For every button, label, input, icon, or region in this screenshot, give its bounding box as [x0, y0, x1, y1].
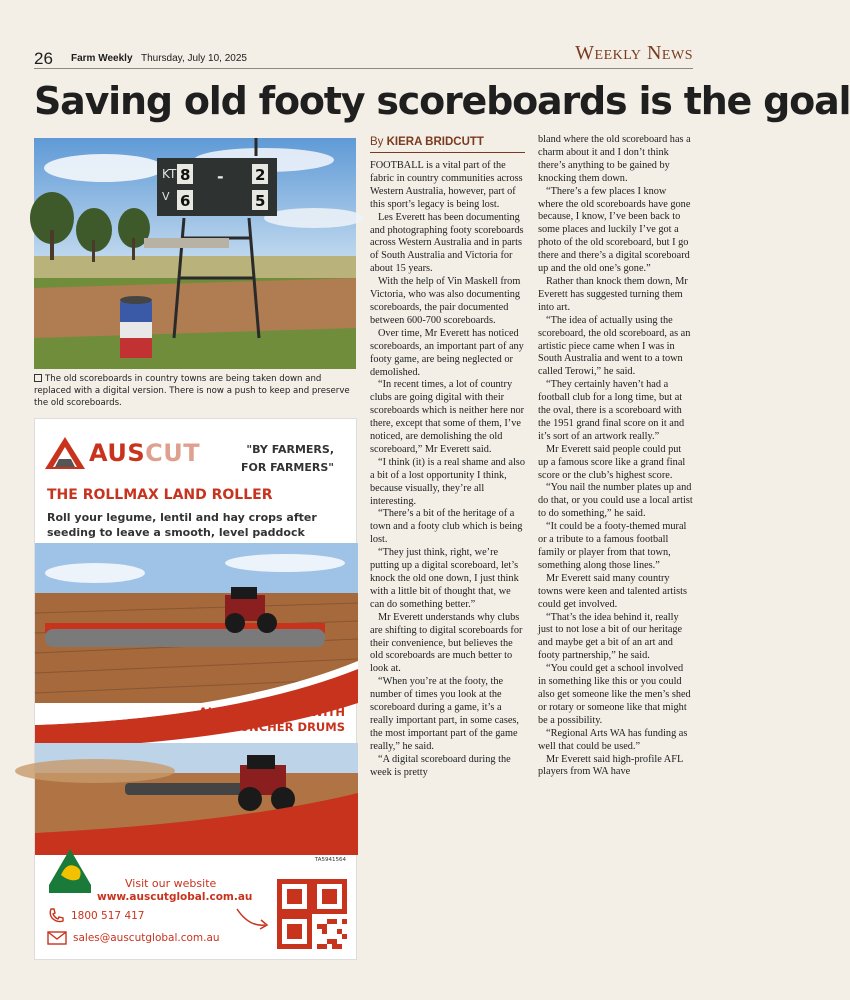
article-paragraph: “That’s the idea behind it, really just to not lose a bit of our heritage and maybe get a bit of an art and footy partnership,” he said.	[538, 611, 683, 662]
header-rule	[34, 68, 693, 69]
ad-also-available	[35, 705, 345, 735]
article-paragraph: “I think (it) is a real shame and also a bit of a lost opportunity I think, because visually, they’re all interesting.	[370, 456, 525, 507]
article-paragraph: “The idea of actually using the scoreboard, the old scoreboard, as an artistic piece came when I was in South Australia and went to a town called Terowi,” he said.	[538, 314, 691, 378]
auscut-advertisement[interactable]	[34, 418, 357, 960]
publication-date: Thursday, July 10, 2025	[141, 53, 247, 64]
article-paragraph: “It could be a footy-themed mural or a tribute to a famous football family or player from that town, something along those lines.”	[538, 521, 687, 571]
ad-email-address: sales@auscutglobal.com.au	[73, 932, 220, 944]
ad-phone-number: 1800 517 417	[71, 910, 145, 922]
ad-email[interactable]	[47, 931, 220, 945]
byline-rule	[370, 152, 525, 153]
article-paragraph: Mr Everett said high-profile AFL players from WA have	[538, 753, 683, 778]
arrow-icon	[235, 905, 271, 933]
article-paragraph: “You could get a school involved in something like this or you could also get someone like the men’s shed or rotary or someone like that might be a possibility.	[538, 663, 691, 726]
brand-aus: AUS	[89, 439, 146, 467]
article-paragraph: “A digital scoreboard during the week is pretty	[370, 753, 511, 778]
ad-phone[interactable]	[47, 907, 144, 925]
headline: Saving old footy scoreboards is the goal	[34, 79, 850, 123]
article-column-2	[538, 134, 693, 962]
also-line-1: ALSO AVAILABLE WITH	[198, 705, 345, 719]
ad-subtitle: Roll your legume, lentil and hay crops after seeding to leave a smooth, level paddock	[47, 511, 317, 539]
slogan-line-2: FOR FARMERS"	[241, 461, 334, 474]
article-paragraph: “Regional Arts WA has funding as well that could be used.”	[538, 727, 688, 752]
score-top-right: 2	[255, 166, 266, 184]
article-paragraph: “When you’re at the footy, the number of times you look at the scoreboard during a game, it’s a really important part, in some cases, the most important part of the game really,” he said.	[370, 676, 519, 752]
article-paragraph: Mr Everett understands why clubs are shifting to digital scoreboards for their convenience, but believes the old scoreboards are much better to look at.	[370, 611, 523, 675]
article-paragraph: Les Everett has been documenting and photographing footy scoreboards across Western Australia and in parts of South Australia and Victoria for about 15 years.	[370, 211, 524, 275]
score-dash: -	[217, 167, 224, 186]
article-paragraph: “In recent times, a lot of country clubs are going digital with their scoreboards which is neither here nor there, except that some of them, I’ve noticed, are demolishing the old scoreboard,” Mr Everett said.	[370, 379, 525, 455]
caption-square-icon	[34, 374, 42, 382]
article-paragraph: With the help of Vin Maskell from Victoria, who was also documenting scoreboards, the pair documented between 600-700 scoreboards.	[370, 276, 521, 326]
auscut-logo	[45, 437, 200, 469]
byline-author: KIERA BRIDCUTT	[386, 136, 484, 148]
also-line-2: RESIDUE CRUNCHER DRUMS	[162, 720, 345, 734]
article-paragraph: “There’s a bit of the heritage of a town and a footy club which is being lost.	[370, 508, 523, 546]
byline-prefix: By	[370, 136, 384, 148]
ad-title: THE ROLLMAX LAND ROLLER	[47, 487, 273, 503]
caption-text: The old scoreboards in country towns are being taken down and replaced with a digital version. There is now a push to keep and preserve the old scoreboards.	[34, 374, 350, 408]
qr-code-icon	[277, 879, 347, 949]
publication-name: Farm Weekly	[71, 53, 133, 64]
email-icon	[47, 931, 67, 945]
photo-caption	[34, 373, 356, 409]
score-top-left: 8	[180, 166, 191, 184]
slogan-line-1: "BY FARMERS,	[246, 443, 334, 456]
score-bottom-right: 5	[255, 192, 266, 210]
byline	[370, 136, 484, 148]
article-paragraph: “They certainly haven’t had a football club for a long time, but at the oval, there is a scoreboard with the 1951 grand final score on it and it’s sort of an artwork really.”	[538, 379, 685, 442]
article-paragraph: “They just think, right, we’re putting up a digital scoreboard, let’s knock the old one down, I just think with a little bit of thought that, we can do something better.”	[370, 547, 519, 610]
ad-slogan	[241, 441, 334, 477]
article-paragraph: Rather than knock them down, Mr Everett has suggested turning them into art.	[538, 275, 688, 313]
article-paragraph: “You nail the number plates up and do that, or you could use a local artist to do something,” he said.	[538, 482, 693, 520]
article-paragraph: bland where the old scoreboard has a charm about it and I don’t think there’s anything to be gained by knocking them down.	[538, 134, 691, 184]
article-paragraph: Over time, Mr Everett has noticed scoreboards, an important part of any footy game, are being neglected or demolished.	[370, 327, 524, 378]
article-paragraph: Mr Everett said many country towns were keen and talented artists could get involved.	[538, 572, 687, 610]
ad-visit-text: Visit our website	[125, 877, 217, 890]
article-paragraph: “There’s a few places I know where the old scoreboards have gone because, I know, I’ve been back to some places and luckily I’ve got a photo of the old scoreboard, but I go there and there’s a digital scoreboard up and the old one’s gone.”	[538, 185, 691, 275]
scoreboard-photo	[34, 138, 356, 369]
score-bottom-left: 6	[180, 192, 191, 210]
article-paragraph: FOOTBALL is a vital part of the fabric in country communities across Western Australia, however, part of this sport’s legacy is being lost.	[370, 160, 523, 210]
qr-code[interactable]	[277, 879, 347, 949]
auscut-triangle-icon	[45, 437, 85, 469]
ad-code: TA5941564	[314, 857, 346, 863]
article-column-1	[370, 160, 525, 962]
phone-icon	[47, 907, 65, 925]
land-roller-image	[35, 543, 358, 855]
scoreboard-kt-label: KT	[162, 167, 177, 181]
page-number: 26	[34, 49, 53, 68]
australian-made-logo	[47, 847, 93, 893]
section-title: Weekly News	[575, 42, 693, 64]
scoreboard-v-label: V	[162, 190, 170, 203]
brand-cut: CUT	[145, 439, 201, 467]
ad-website-link[interactable]: www.auscutglobal.com.au	[97, 891, 253, 903]
article-paragraph: Mr Everett said people could put up a famous score like a grand final score or the club’s highest score.	[538, 443, 686, 481]
